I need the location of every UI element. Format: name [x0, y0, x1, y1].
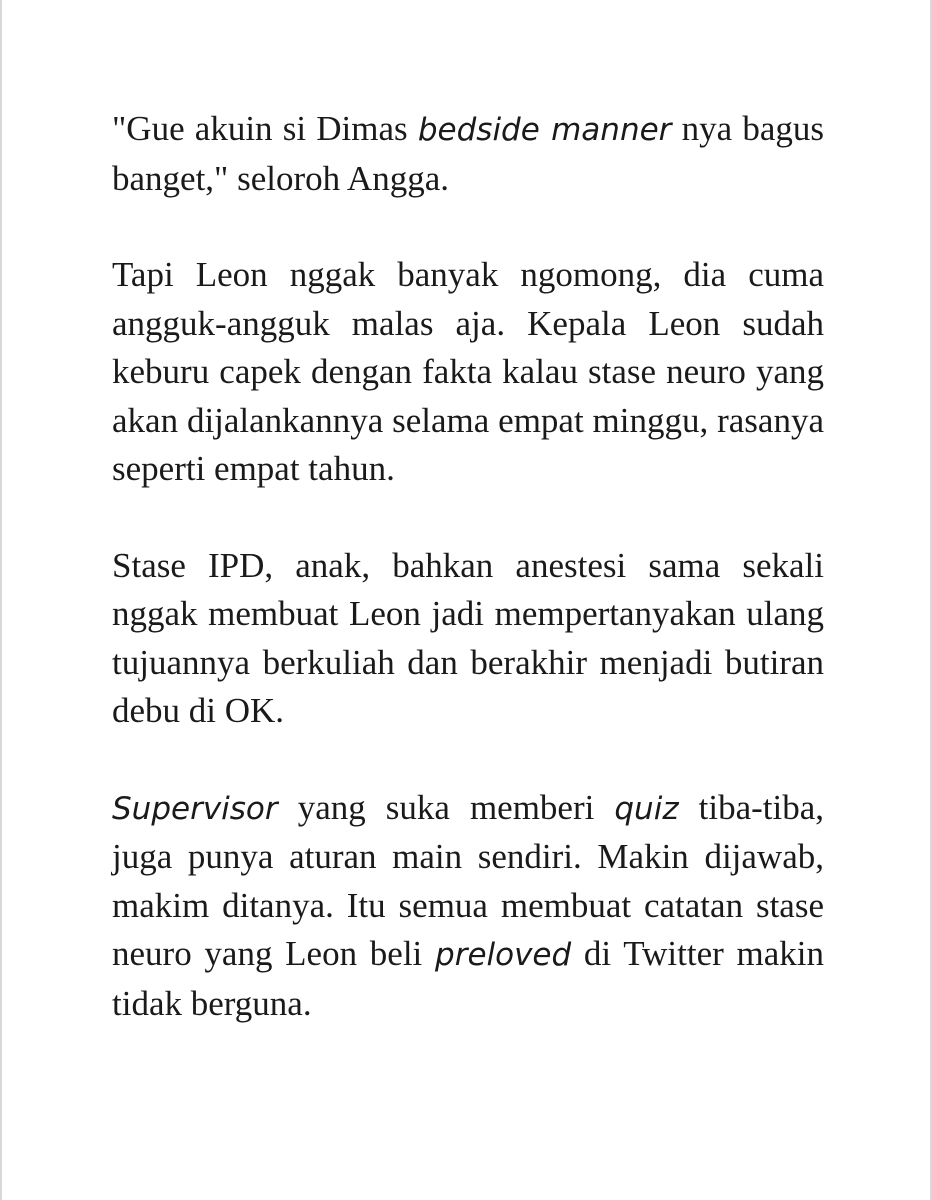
- paragraph-4-text-end: di Twitter makin tidak berguna.: [112, 934, 824, 1023]
- story-text: [112, 105, 824, 1028]
- paragraph-4-italic-term-3: preloved: [435, 937, 572, 973]
- paragraph-4-text: yang suka memberi: [277, 787, 615, 827]
- paragraph-2-text: Tapi Leon nggak banyak ngomong, dia cuma angguk-angguk malas aja. Kepala Leon sudah keburu capek dengan fakta kalau stase neuro yang akan dijalankannya selama empat minggu, rasanya seperti empat tahun.: [112, 255, 824, 488]
- paragraph-2: [112, 251, 824, 494]
- paragraph-3-text: Stase IPD, anak, bahkan anestesi sama sekali nggak membuat Leon jadi mempertanyakan ulang tujuannya berkuliah dan berakhir menjadi butiran debu di OK.: [112, 545, 824, 730]
- paragraph-4-text-2: tiba-tiba, juga punya aturan main sendiri. Makin dijawab, makim ditanya. Itu semua membuat catatan stase neuro yang Leon beli: [112, 787, 824, 973]
- paragraph-4-italic-term-2: quiz: [614, 790, 679, 827]
- paragraph-4: [112, 784, 824, 1029]
- paragraph-1: [112, 105, 824, 203]
- paragraph-4-italic-term: Supervisor: [112, 790, 278, 827]
- paragraph-1-italic-term: bedside manner: [417, 112, 672, 148]
- paragraph-3: [112, 542, 824, 736]
- paragraph-1-text-end: nya bagus banget," seloroh Angga.: [112, 109, 824, 198]
- paragraph-1-text: "Gue akuin si Dimas: [112, 109, 418, 148]
